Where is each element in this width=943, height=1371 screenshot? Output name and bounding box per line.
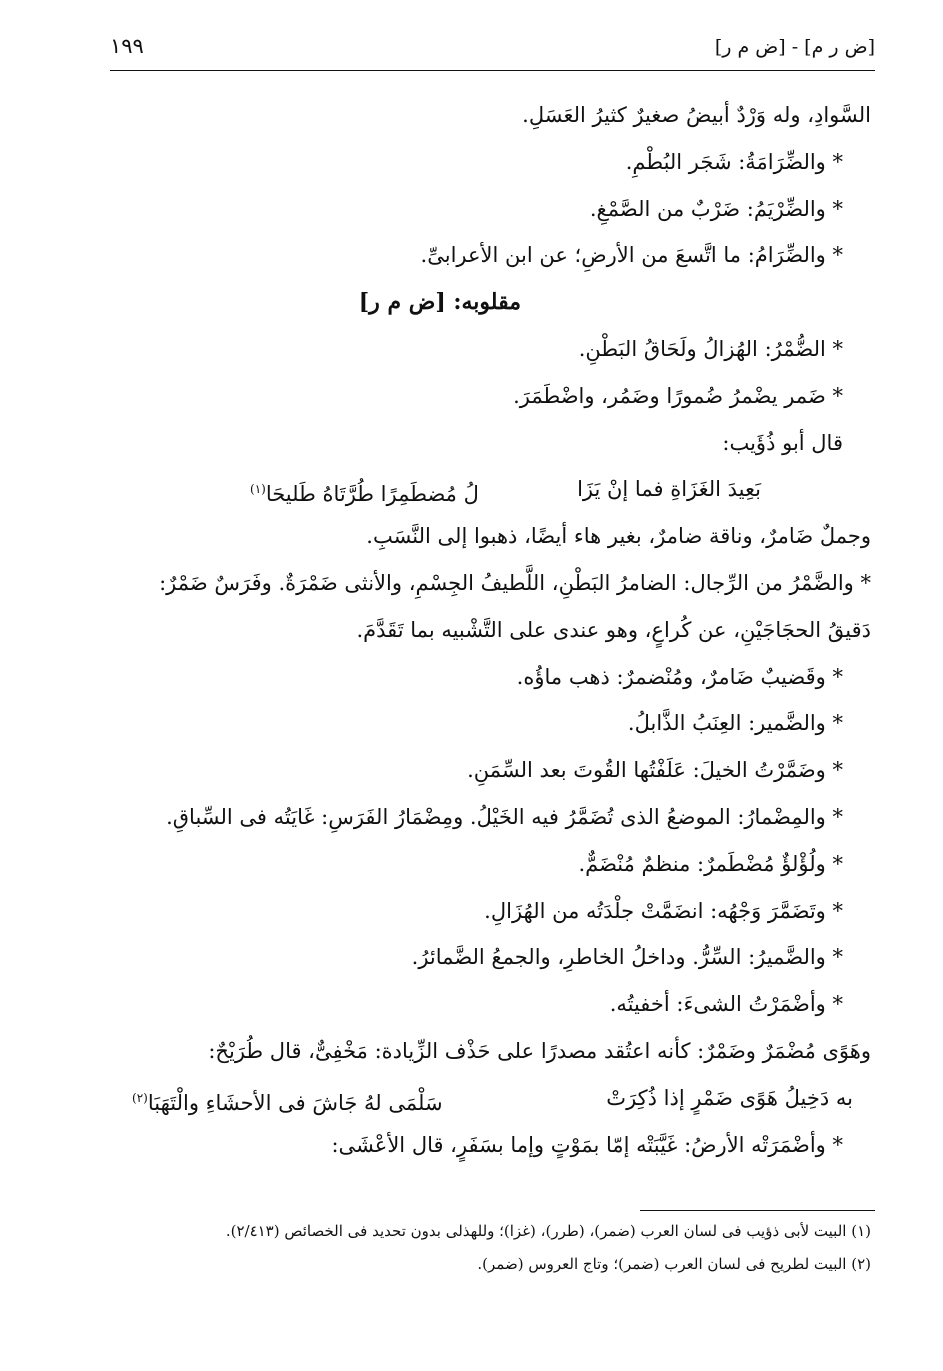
- text-line: وجملٌ ضَامرٌ، وناقة ضامرٌ، بغير هاء أيضًا، ذهبوا إلى النَّسَبِ.: [366, 524, 871, 549]
- entry-line: * وأضْمَرَتْه الأرضُ: غَيَّبَتْه إمّا بمَوْتٍ وإما بسَفَرٍ، قال الأعْشَى:: [331, 1132, 843, 1157]
- footnotes: [100, 1218, 871, 1284]
- running-header: [110, 30, 875, 68]
- footnote-marker: (١): [250, 482, 266, 497]
- text-line: وهَوًى مُضْمَرٌ وضَمْرٌ: كأنه اعتُقد مصدرًا على حَذْف الزِّيادة: مَخْفِىٌّ، قال طُرَيْحٌ:: [208, 1038, 871, 1063]
- verse-text: سَلْمَى لهُ جَاشَ فى الأحشَاءِ والْتَهَبَا: [147, 1090, 443, 1115]
- entry-line: * وتَضَمَّرَ وَجْهُه: انضَمَّتْ جلْدَتُه من الهُزَالِ.: [484, 898, 843, 923]
- verse-first-hemistich: به دَخِيلُ هَوًى ضَمْرٍ إذا ذُكِرَتْ: [606, 1085, 853, 1110]
- entry-line: * والضَّمْرُ من الرِّجال: الضامرُ البَطْنِ، اللَّطيفُ الجِسْمِ، والأنثى ضَمْرَةٌ. وفَرَسٌ ضَمْرٌ:: [159, 570, 871, 595]
- page-number: ١٩٩: [110, 34, 144, 58]
- text-line: دَقيقُ الحجَاجَيْنِ، عن كُراعٍ، وهو عندى على التَّشْبيه بما تَقَدَّمَ.: [356, 617, 871, 642]
- entry-line: * ضَمر يضْمرُ ضُمورًا وضَمُر، واضْطَمَرَ.: [513, 383, 843, 408]
- verse-second-hemistich: [132, 1075, 443, 1122]
- entry-line: * والضَّميرُ: السِّرُّ. وداخلُ الخاطرِ، والجمعُ الضَّمائرُ.: [411, 945, 843, 970]
- quote-intro: قال أبو ذُؤَيب:: [722, 430, 843, 455]
- header-title: [ض ر م] - [ض م ر]: [714, 36, 875, 58]
- text-line: السَّوادِ، وله وَرْدٌ أبيضُ صغيرٌ كثيرُ العَسَلِ.: [522, 103, 871, 127]
- verse-first-hemistich: بَعِيدَ الغَزَاةِ فما إنْ يَزَا: [577, 477, 761, 502]
- entry-line: * والضِّرْيَمُ: ضَرْبٌ من الصَّمْغِ.: [589, 196, 843, 221]
- footnote-rule: [640, 1210, 875, 1211]
- body-text: [100, 92, 871, 1168]
- poem-verse: [100, 466, 871, 513]
- entry-line: * والضِّرَامَةُ: شَجَر البُطْمِ.: [625, 149, 843, 174]
- header-rule: [110, 70, 875, 71]
- entry-line: * الضُّمْرُ: الهُزالُ ولَحَاقُ البَطْنِ.: [578, 336, 843, 361]
- entry-line: * وقَضيبٌ ضَامرٌ، ومُنْضمرٌ: ذهب ماؤُه.: [516, 664, 843, 689]
- entry-line: * والمِضْمارُ: الموضعُ الذى تُضَمَّرُ فيه الخَيْلُ. ومِضْمَارُ الفَرَسِ: غَايَتُه فى السِّباقِ.: [166, 804, 843, 829]
- footnote-marker: (٢): [132, 1090, 148, 1105]
- section-heading: مقلوبه: [ض م ر]: [358, 289, 521, 316]
- entry-line: * والضِّرَامُ: ما اتَّسعَ من الأرضِ؛ عن ابن الأعرابىِّ.: [420, 243, 843, 268]
- entry-line: * والضَّمير: العِنَبُ الذَّابلُ.: [627, 711, 843, 736]
- entry-line: * وضَمَّرْتُ الخيلَ: عَلَفْتُها القُوتَ بعد السِّمَنِ.: [467, 758, 843, 783]
- poem-verse: [100, 1075, 871, 1122]
- verse-text: لُ مُضطَمِرًا طُرَّتَاهُ طَليحَا: [265, 482, 479, 507]
- verse-second-hemistich: [250, 466, 479, 513]
- entry-line: * وأضْمَرْتُ الشىءَ: أخفيتُه.: [609, 992, 843, 1017]
- footnote: (٢) البيت لطريح فى لسان العرب (ضمر)؛ وتاج العروس (ضمر).: [477, 1255, 871, 1273]
- footnote: (١) البيت لأبى ذؤيب فى لسان العرب (ضمر)، (طرر)، (غزا)؛ وللهذلى بدون تحديد فى الخصائص (٢/٤١٣).: [225, 1222, 871, 1240]
- entry-line: * ولُؤْلؤٌ مُضْطَمرٌ: منظمٌ مُنْضَمٌّ.: [578, 851, 843, 876]
